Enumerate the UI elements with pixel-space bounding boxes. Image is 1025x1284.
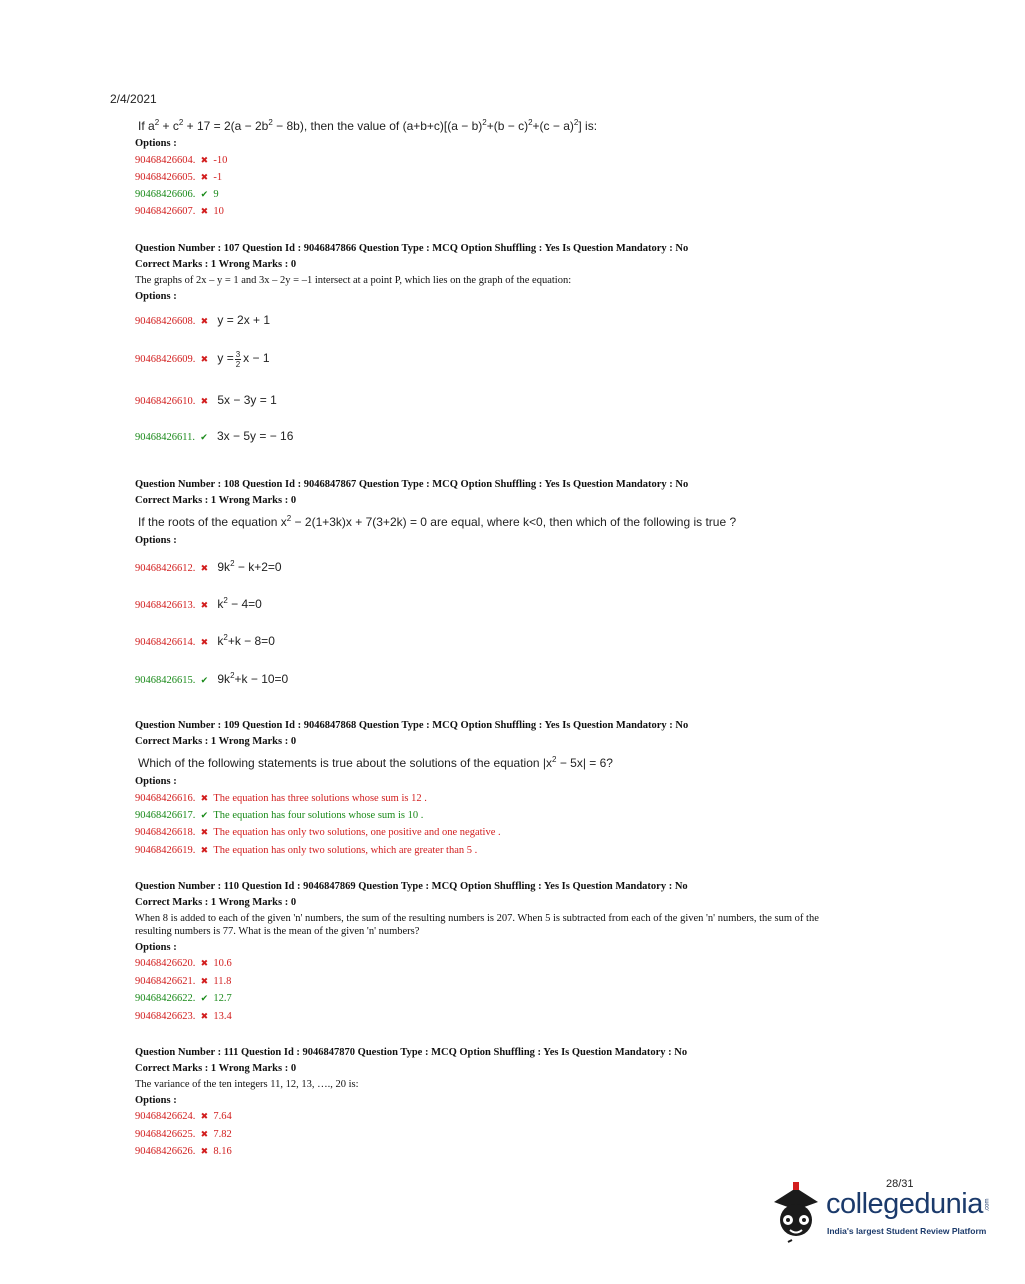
q107-option-3 bbox=[135, 393, 277, 407]
q110-option-3 bbox=[135, 993, 232, 1004]
option-value: 5x − 3y = 1 bbox=[217, 393, 277, 407]
option-id: 90468426604. bbox=[135, 155, 196, 166]
option-value: 11.8 bbox=[213, 976, 232, 987]
print-date: 2/4/2021 bbox=[110, 92, 157, 106]
q111-options-label: Options : bbox=[135, 1095, 177, 1106]
wrong-mark-icon: ✖ bbox=[200, 977, 209, 987]
wrong-mark-icon: ✖ bbox=[200, 601, 209, 611]
q106-option-2 bbox=[135, 172, 222, 183]
option-id: 90468426614. bbox=[135, 637, 196, 648]
q106-option-3 bbox=[135, 189, 219, 200]
q108-option-2 bbox=[135, 596, 262, 611]
q107-option-2 bbox=[135, 350, 270, 369]
option-value: 3x − 5y = − 16 bbox=[217, 429, 294, 443]
wrong-mark-icon: ✖ bbox=[200, 207, 209, 217]
brand-suffix: .com bbox=[984, 1198, 991, 1212]
option-id: 90468426620. bbox=[135, 958, 196, 969]
option-id: 90468426616. bbox=[135, 793, 196, 804]
option-id: 90468426605. bbox=[135, 172, 196, 183]
q111-text: The variance of the ten integers 11, 12, 13, …., 20 is: bbox=[135, 1079, 359, 1090]
option-id: 90468426625. bbox=[135, 1129, 196, 1140]
option-id: 90468426618. bbox=[135, 827, 196, 838]
q107-marks: Correct Marks : 1 Wrong Marks : 0 bbox=[135, 259, 297, 270]
option-value: $9k^2+k - 10=0$ bbox=[217, 671, 289, 686]
q110-option-4 bbox=[135, 1011, 232, 1022]
q106-option-4 bbox=[135, 206, 224, 217]
option-id: 90468426624. bbox=[135, 1111, 196, 1122]
q106-text: If $a^2 + c^2 + 17 = 2(a - 2b^2 - 8b)$, then the value of $(a+b+c)[(a - b)^2+(b - c)^2+(c - a)^2]$ is: bbox=[138, 118, 598, 133]
correct-check-icon: ✔ bbox=[200, 190, 209, 200]
option-id: 90468426622. bbox=[135, 993, 196, 1004]
option-id: 90468426619. bbox=[135, 845, 196, 856]
option-value: 10 bbox=[213, 206, 224, 217]
option-value: 12.7 bbox=[213, 993, 232, 1004]
q107-options-label: Options : bbox=[135, 291, 177, 302]
q111-option-1 bbox=[135, 1111, 232, 1122]
option-value: y = 2x + 1 bbox=[217, 313, 271, 327]
q107-option-1 bbox=[135, 313, 270, 327]
wrong-mark-icon: ✖ bbox=[200, 397, 209, 407]
q109-marks: Correct Marks : 1 Wrong Marks : 0 bbox=[135, 736, 297, 747]
q109-option-1 bbox=[135, 793, 427, 804]
q106-options-label: Options : bbox=[135, 138, 177, 149]
option-value: The equation has only two solutions, which are greater than 5 . bbox=[213, 845, 478, 856]
q109-option-4 bbox=[135, 845, 477, 856]
q108-option-3 bbox=[135, 633, 275, 648]
wrong-mark-icon: ✖ bbox=[200, 1012, 209, 1022]
q110-option-2 bbox=[135, 976, 231, 987]
q111-option-2 bbox=[135, 1129, 232, 1140]
q110-marks: Correct Marks : 1 Wrong Marks : 0 bbox=[135, 897, 297, 908]
option-value: 10.6 bbox=[213, 958, 232, 969]
wrong-mark-icon: ✖ bbox=[200, 564, 209, 574]
q109-meta: Question Number : 109 Question Id : 9046847868 Question Type : MCQ Option Shuffling : Yes Is Question Mandatory : No bbox=[135, 720, 689, 731]
option-value: The equation has four solutions whose sum is 10 . bbox=[213, 810, 424, 821]
wrong-mark-icon: ✖ bbox=[200, 156, 209, 166]
wrong-mark-icon: ✖ bbox=[200, 317, 209, 327]
wrong-mark-icon: ✖ bbox=[200, 354, 209, 365]
option-value: 7.64 bbox=[213, 1111, 232, 1122]
q110-options-label: Options : bbox=[135, 942, 177, 953]
brand-tagline: India's largest Student Review Platform bbox=[827, 1226, 987, 1236]
q110-text-line1: When 8 is added to each of the given 'n' numbers, the sum of the resulting numbers is 207. When 5 is subtracted from each of the given 'n' numbers, the sum of the bbox=[135, 913, 819, 924]
q108-meta: Question Number : 108 Question Id : 9046847867 Question Type : MCQ Option Shuffling : Yes Is Question Mandatory : No bbox=[135, 479, 689, 490]
wrong-mark-icon: ✖ bbox=[200, 959, 209, 969]
wrong-mark-icon: ✖ bbox=[200, 1147, 209, 1157]
option-value-prefix: y = bbox=[217, 350, 234, 365]
option-value: 8.16 bbox=[213, 1146, 232, 1157]
q110-option-1 bbox=[135, 958, 232, 969]
q108-options-label: Options : bbox=[135, 535, 177, 546]
correct-check-icon: ✔ bbox=[200, 676, 209, 686]
wrong-mark-icon: ✖ bbox=[200, 828, 209, 838]
option-value: 13.4 bbox=[213, 1011, 232, 1022]
mascot-icon bbox=[766, 1180, 826, 1250]
q110-text-line2: resulting numbers is 77. What is the mean of the given 'n' numbers? bbox=[135, 926, 420, 937]
correct-check-icon: ✔ bbox=[200, 433, 208, 443]
q107-text: The graphs of 2x – y = 1 and 3x – 2y = –1 intersect at a point P, which lies on the graph of the equation: bbox=[135, 275, 572, 286]
q111-meta: Question Number : 111 Question Id : 9046847870 Question Type : MCQ Option Shuffling : Yes Is Question Mandatory : No bbox=[135, 1047, 688, 1058]
wrong-mark-icon: ✖ bbox=[200, 1130, 209, 1140]
wrong-mark-icon: ✖ bbox=[200, 794, 209, 804]
option-value: 7.82 bbox=[213, 1129, 232, 1140]
option-id: 90468426607. bbox=[135, 206, 196, 217]
q110-meta: Question Number : 110 Question Id : 9046847869 Question Type : MCQ Option Shuffling : Yes Is Question Mandatory : No bbox=[135, 881, 688, 892]
option-value: -10 bbox=[213, 155, 228, 166]
fraction-3-2: $\frac{3}{2}$ bbox=[235, 350, 241, 369]
option-value: $k^2+k - 8=0$ bbox=[217, 633, 275, 648]
option-id: 90468426610. bbox=[135, 396, 196, 407]
wrong-mark-icon: ✖ bbox=[200, 1112, 209, 1122]
option-id: 90468426626. bbox=[135, 1146, 196, 1157]
page-number: 28/31 bbox=[886, 1178, 914, 1190]
option-id: 90468426606. bbox=[135, 189, 196, 200]
option-id: 90468426615. bbox=[135, 675, 196, 686]
q109-option-2 bbox=[135, 810, 423, 821]
option-value: -1 bbox=[213, 172, 223, 183]
q107-option-4 bbox=[135, 429, 293, 443]
brand-name: collegedunia bbox=[826, 1188, 983, 1220]
q108-option-4 bbox=[135, 671, 288, 686]
option-id: 90468426613. bbox=[135, 600, 196, 611]
q108-option-1 bbox=[135, 559, 282, 574]
correct-check-icon: ✔ bbox=[200, 811, 209, 821]
wrong-mark-icon: ✖ bbox=[200, 846, 209, 856]
option-value: $k^2 - 4=0$ bbox=[217, 596, 262, 611]
q108-marks: Correct Marks : 1 Wrong Marks : 0 bbox=[135, 495, 297, 506]
option-value: $9k^2 - k+2=0$ bbox=[217, 559, 282, 574]
option-id: 90468426609. bbox=[135, 353, 196, 365]
option-id: 90468426621. bbox=[135, 976, 196, 987]
option-value: 9 bbox=[213, 189, 219, 200]
q109-option-3 bbox=[135, 827, 501, 838]
option-id: 90468426608. bbox=[135, 316, 196, 327]
q109-text: Which of the following statements is true about the solutions of the equation $|x^2 - 5x| = 6$? bbox=[138, 755, 613, 770]
q111-marks: Correct Marks : 1 Wrong Marks : 0 bbox=[135, 1063, 297, 1074]
option-value: The equation has only two solutions, one positive and one negative . bbox=[213, 827, 501, 838]
q111-option-3 bbox=[135, 1146, 232, 1157]
q109-options-label: Options : bbox=[135, 776, 177, 787]
q108-text: If the roots of the equation $x^2 - 2(1+3k)x + 7(3+2k) = 0$ are equal, where k<0, then which of the following is true ? bbox=[138, 514, 737, 529]
q106-option-1 bbox=[135, 155, 227, 166]
wrong-mark-icon: ✖ bbox=[200, 173, 209, 183]
wrong-mark-icon: ✖ bbox=[200, 638, 209, 648]
collegedunia-logo bbox=[766, 1180, 998, 1250]
option-value: x − 1 bbox=[243, 350, 270, 365]
option-value: The equation has three solutions whose sum is 12 . bbox=[213, 793, 427, 804]
option-id: 90468426623. bbox=[135, 1011, 196, 1022]
option-id: 90468426611. bbox=[135, 432, 195, 443]
correct-check-icon: ✔ bbox=[200, 994, 209, 1004]
option-id: 90468426617. bbox=[135, 810, 196, 821]
option-id: 90468426612. bbox=[135, 563, 196, 574]
q107-meta: Question Number : 107 Question Id : 9046847866 Question Type : MCQ Option Shuffling : Yes Is Question Mandatory : No bbox=[135, 243, 689, 254]
